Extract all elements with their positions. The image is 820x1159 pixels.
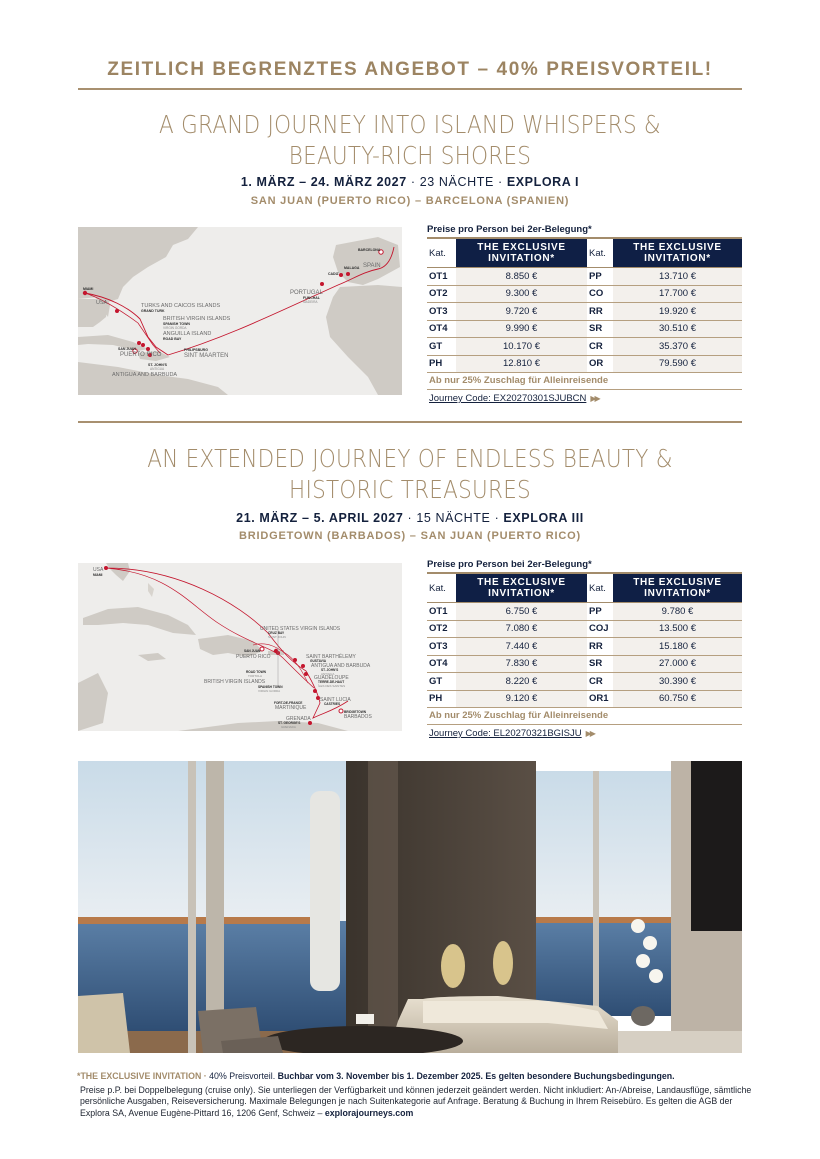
price-cell: 9.990 € xyxy=(456,320,587,338)
journey-code[interactable]: Journey Code: EL20270321BGISJU xyxy=(429,728,582,739)
journey-code-link[interactable] xyxy=(427,390,742,407)
svg-text:FORT-DE-FRANCE: FORT-DE-FRANCE xyxy=(274,701,303,705)
svg-text:ANTIGUA AND BARBUDA: ANTIGUA AND BARBUDA xyxy=(112,372,178,378)
separator: · xyxy=(201,1071,210,1081)
svg-text:GRAND TURK: GRAND TURK xyxy=(141,309,165,313)
svg-text:PUERTO RICO: PUERTO RICO xyxy=(120,352,162,358)
price-cell: 8.850 € xyxy=(456,268,587,286)
category-code: COJ xyxy=(587,620,613,638)
separator: · xyxy=(407,511,413,525)
category-code: PH xyxy=(427,355,456,373)
category-code: GT xyxy=(427,338,456,356)
svg-text:CASTRIES: CASTRIES xyxy=(324,702,341,706)
category-code: RR xyxy=(587,303,613,321)
separator: · xyxy=(494,511,500,525)
category-code: GT xyxy=(427,673,456,691)
svg-text:SPANISH TOWN: SPANISH TOWN xyxy=(163,322,190,326)
cruise-1-ship: EXPLORA I xyxy=(506,175,580,189)
svg-text:MADEIRA: MADEIRA xyxy=(303,300,318,304)
svg-text:ÎLES DES SAINTES: ÎLES DES SAINTES xyxy=(318,684,346,688)
kat-header: Kat. xyxy=(587,573,613,603)
cruise-2-route-map xyxy=(78,563,402,731)
svg-text:SINT MAARTEN: SINT MAARTEN xyxy=(184,353,229,359)
svg-text:TURKS AND CAICOS ISLANDS: TURKS AND CAICOS ISLANDS xyxy=(141,303,221,309)
svg-text:ST. GEORGE'S: ST. GEORGE'S xyxy=(278,721,301,725)
svg-text:BARBADOS: BARBADOS xyxy=(344,714,372,720)
svg-text:USA: USA xyxy=(93,567,104,573)
legal-text xyxy=(77,1085,757,1120)
category-code: PP xyxy=(587,603,613,621)
svg-text:MARTINIQUE: MARTINIQUE xyxy=(275,705,307,711)
svg-text:PHILIPSBURG: PHILIPSBURG xyxy=(184,348,208,352)
cruise-1-title-line2: BEAUTY-RICH SHORES xyxy=(288,141,532,170)
cruise-1-route-map xyxy=(78,227,402,395)
legal-body: Preise p.P. bei Doppelbelegung (cruise only). Sie unterliegen der Verfügbarkeit und können jederzeit geändert werden. Nicht inkludiert: An-/Abreise, Landausflüge, sämtliche persönliche Ausgaben, Reiseversicherung. Maximale Belegungen je nach Suitenkategorie auf Anfrage. Beratung & Buchung in Ihrem Reisebüro. Es gelten die AGB der Explora SA, Avenue Eugène-Pittard 16, 1206 Genf, Schweiz – xyxy=(80,1084,752,1118)
svg-text:CADIZ: CADIZ xyxy=(328,272,339,276)
table-row xyxy=(427,638,742,656)
price-cell: 8.220 € xyxy=(456,673,587,691)
svg-text:SPAIN: SPAIN xyxy=(363,263,381,269)
offer-header: THE EXCLUSIVE INVITATION* xyxy=(613,573,742,603)
svg-text:ANTIGUA AND BARBUDA: ANTIGUA AND BARBUDA xyxy=(311,663,371,669)
table-row xyxy=(427,620,742,638)
price-cell: 6.750 € xyxy=(456,603,587,621)
svg-text:SAN JUAN: SAN JUAN xyxy=(118,347,136,351)
category-code: OT4 xyxy=(427,320,456,338)
fast-forward-icon: ▶▶ xyxy=(585,729,594,738)
svg-text:ROAD TOWN: ROAD TOWN xyxy=(246,670,266,674)
price-cell: 9.120 € xyxy=(456,690,587,708)
price-cell: 12.810 € xyxy=(456,355,587,373)
separator: · xyxy=(410,175,416,189)
svg-text:BRITISH VIRGIN ISLANDS: BRITISH VIRGIN ISLANDS xyxy=(204,679,266,685)
separator: · xyxy=(497,175,503,189)
website-link[interactable]: explorajourneys.com xyxy=(324,1107,414,1118)
category-code: CO xyxy=(587,285,613,303)
cruise-2-title xyxy=(124,443,695,505)
cruise-1-title xyxy=(124,109,695,171)
offer-header: THE EXCLUSIVE INVITATION* xyxy=(456,238,587,268)
cruise-2-route: BRIDGETOWN (BARBADOS) – SAN JUAN (PUERTO RICO) xyxy=(239,530,581,542)
svg-text:BRITISH VIRGIN ISLANDS: BRITISH VIRGIN ISLANDS xyxy=(163,316,231,322)
svg-text:BRIDGETOWN: BRIDGETOWN xyxy=(344,710,367,714)
svg-text:ANGUILLA ISLAND: ANGUILLA ISLAND xyxy=(163,331,212,337)
table-row xyxy=(427,603,742,621)
category-code: OT2 xyxy=(427,620,456,638)
offer-terms-line xyxy=(77,1071,757,1083)
svg-text:ANTIGUA: ANTIGUA xyxy=(150,367,165,371)
offer-banner: ZEITLICH BEGRENZTES ANGEBOT – 40% PREISVORTEIL! xyxy=(107,59,713,80)
journey-code[interactable]: Journey Code: EX20270301SJUBCN xyxy=(429,393,587,404)
cruise-1-dates: 1. MÄRZ – 24. MÄRZ 2027 xyxy=(240,175,407,189)
offer-name: THE EXCLUSIVE INVITATION xyxy=(80,1071,202,1081)
svg-text:MIAMI: MIAMI xyxy=(83,287,94,291)
category-code: SR xyxy=(587,655,613,673)
svg-text:PORTUGAL: PORTUGAL xyxy=(290,290,323,296)
kat-header: Kat. xyxy=(427,573,456,603)
svg-text:USA: USA xyxy=(96,300,108,306)
price-cell: 7.830 € xyxy=(456,655,587,673)
table-row xyxy=(427,303,742,321)
price-caption: Preise pro Person bei 2er-Belegung* xyxy=(427,559,592,570)
cruise-2-nights: 15 NÄCHTE xyxy=(416,511,491,525)
svg-text:SAINT LUCIA: SAINT LUCIA xyxy=(320,697,351,703)
category-code: SR xyxy=(587,320,613,338)
svg-text:VIRGIN GORDA: VIRGIN GORDA xyxy=(258,689,281,693)
price-cell: 30.390 € xyxy=(613,673,742,691)
svg-text:MIAMI: MIAMI xyxy=(93,573,103,577)
svg-text:TERRE-DE-HAUT: TERRE-DE-HAUT xyxy=(318,680,345,684)
category-code: OT3 xyxy=(427,303,456,321)
category-code: OT3 xyxy=(427,638,456,656)
fast-forward-icon: ▶▶ xyxy=(590,394,599,403)
svg-text:BARCELONA: BARCELONA xyxy=(358,248,381,252)
kat-header: Kat. xyxy=(427,238,456,268)
category-code: OT4 xyxy=(427,655,456,673)
price-cell: 17.700 € xyxy=(613,285,742,303)
price-cell: 30.510 € xyxy=(613,320,742,338)
price-cell: 7.440 € xyxy=(456,638,587,656)
svg-text:CRUZ BAY: CRUZ BAY xyxy=(268,631,285,635)
svg-text:SAINT BARTHÉLEMY: SAINT BARTHÉLEMY xyxy=(306,654,356,660)
cruise-1-meta xyxy=(0,175,820,189)
cruise-1-price-table xyxy=(427,224,742,407)
price-cell: 13.500 € xyxy=(613,620,742,638)
cruise-1-title-line1: A GRAND JOURNEY INTO ISLAND WHISPERS & xyxy=(159,110,661,139)
discount-text: 40% Preisvorteil. xyxy=(209,1071,276,1081)
table-header xyxy=(427,238,742,268)
price-cell: 7.080 € xyxy=(456,620,587,638)
price-cell: 15.180 € xyxy=(613,638,742,656)
offer-header: THE EXCLUSIVE INVITATION* xyxy=(456,573,587,603)
price-cell: 27.000 € xyxy=(613,655,742,673)
svg-text:SAINT JOHN: SAINT JOHN xyxy=(268,635,286,639)
suite-interior-photo xyxy=(78,761,742,1053)
category-code: CR xyxy=(587,673,613,691)
category-code: OT2 xyxy=(427,285,456,303)
cruise-2-meta xyxy=(0,511,820,525)
table-row xyxy=(427,673,742,691)
svg-text:FUNCHAL: FUNCHAL xyxy=(303,296,320,300)
table-row xyxy=(427,338,742,356)
table-row xyxy=(427,268,742,286)
cruise-2-title-line2: HISTORIC TREASURES xyxy=(289,475,531,504)
price-cell: 9.720 € xyxy=(456,303,587,321)
single-supplement-note: Ab nur 25% Zuschlag für Alleinreisende xyxy=(427,373,742,390)
svg-text:GRENADA: GRENADA xyxy=(286,716,311,722)
svg-text:TORTOLA: TORTOLA xyxy=(248,674,263,678)
table-row xyxy=(427,320,742,338)
svg-text:GUADELOUPE: GUADELOUPE xyxy=(314,675,349,681)
divider xyxy=(78,88,742,90)
journey-code-link[interactable] xyxy=(427,725,742,742)
cruise-1-nights: 23 NÄCHTE xyxy=(419,175,494,189)
svg-text:UNITED STATES VIRGIN ISLANDS: UNITED STATES VIRGIN ISLANDS xyxy=(260,626,341,632)
price-cell: 9.780 € xyxy=(613,603,742,621)
svg-text:SPANISH TOWN: SPANISH TOWN xyxy=(258,685,283,689)
price-caption: Preise pro Person bei 2er-Belegung* xyxy=(427,224,592,235)
svg-text:VIRGIN GORDA: VIRGIN GORDA xyxy=(163,326,187,330)
svg-text:GUSTAVIA: GUSTAVIA xyxy=(310,659,326,663)
category-code: OR xyxy=(587,355,613,373)
table-row xyxy=(427,690,742,708)
booking-period: Buchbar vom 3. November bis 1. Dezember 2025. Es gelten besondere Buchungsbedingungen. xyxy=(275,1071,675,1081)
price-cell: 13.710 € xyxy=(613,268,742,286)
category-code: OR1 xyxy=(587,690,613,708)
svg-text:ST. JOHN'S: ST. JOHN'S xyxy=(148,363,167,367)
category-code: PP xyxy=(587,268,613,286)
cruise-2-ship: EXPLORA III xyxy=(503,511,584,525)
cruise-1-route: SAN JUAN (PUERTO RICO) – BARCELONA (SPANIEN) xyxy=(250,195,570,207)
price-cell: 9.300 € xyxy=(456,285,587,303)
offer-header: THE EXCLUSIVE INVITATION* xyxy=(613,238,742,268)
cruise-2-price-table xyxy=(427,559,742,742)
table-row xyxy=(427,285,742,303)
table-row xyxy=(427,655,742,673)
svg-text:ST. JOHN'S: ST. JOHN'S xyxy=(321,668,339,672)
svg-text:PUERTO RICO: PUERTO RICO xyxy=(236,654,271,660)
price-cell: 35.370 € xyxy=(613,338,742,356)
category-code: OT1 xyxy=(427,268,456,286)
price-cell: 19.920 € xyxy=(613,303,742,321)
price-cell: 79.590 € xyxy=(613,355,742,373)
divider xyxy=(78,421,742,423)
svg-text:ROAD BAY: ROAD BAY xyxy=(163,337,182,341)
svg-text:GRENADA: GRENADA xyxy=(281,725,296,729)
category-code: PH xyxy=(427,690,456,708)
category-code: CR xyxy=(587,338,613,356)
svg-text:MALAGA: MALAGA xyxy=(344,266,360,270)
table-row xyxy=(427,355,742,373)
price-cell: 10.170 € xyxy=(456,338,587,356)
svg-text:SAN JUAN: SAN JUAN xyxy=(244,649,261,653)
table-header xyxy=(427,573,742,603)
category-code: OT1 xyxy=(427,603,456,621)
cruise-2-title-line1: AN EXTENDED JOURNEY OF ENDLESS BEAUTY & xyxy=(147,444,673,473)
category-code: RR xyxy=(587,638,613,656)
single-supplement-note: Ab nur 25% Zuschlag für Alleinreisende xyxy=(427,708,742,725)
footer-terms xyxy=(77,1071,757,1119)
price-cell: 60.750 € xyxy=(613,690,742,708)
cruise-2-dates: 21. MÄRZ – 5. APRIL 2027 xyxy=(236,511,404,525)
asterisk: * xyxy=(77,1071,81,1081)
kat-header: Kat. xyxy=(587,238,613,268)
svg-text:ANTIGUA: ANTIGUA xyxy=(321,672,335,676)
